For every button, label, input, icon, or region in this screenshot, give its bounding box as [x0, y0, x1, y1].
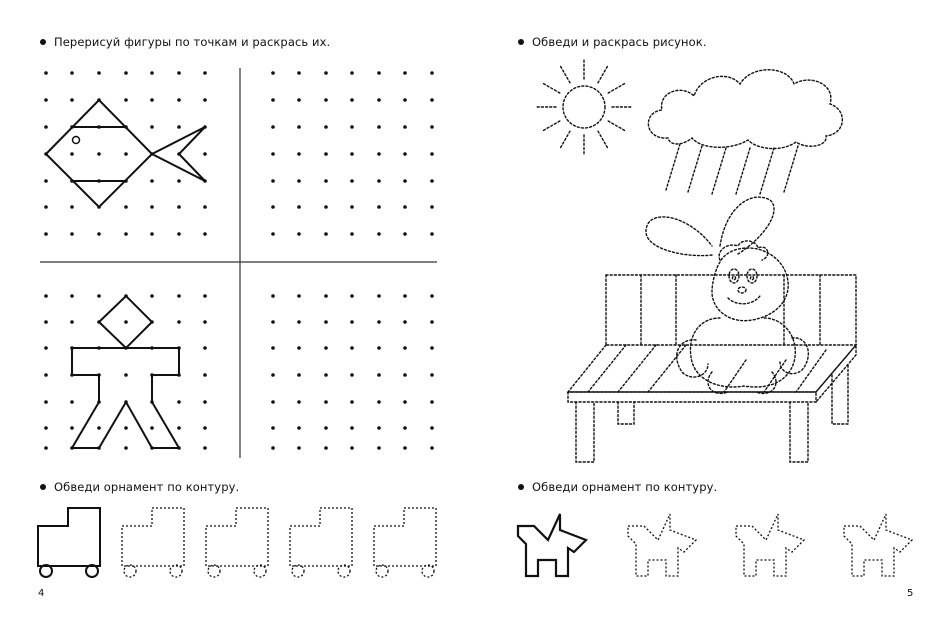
page-number-right: 5	[907, 588, 914, 599]
grid-dot	[177, 232, 181, 236]
sun-ray	[542, 121, 559, 131]
grid-dot	[297, 373, 301, 377]
grid-dot	[271, 125, 275, 129]
grid-dot	[271, 426, 275, 430]
sun-ray	[608, 83, 625, 93]
grid-dot	[70, 71, 74, 75]
grid-dot	[350, 400, 354, 404]
grid-dot	[377, 320, 381, 324]
grid-dot	[350, 205, 354, 209]
grid-dot	[430, 125, 434, 129]
grid-dot	[203, 232, 207, 236]
grid-dot	[403, 179, 407, 183]
grid-dot	[124, 320, 128, 324]
trace-picture	[476, 0, 951, 470]
dog-ornament	[476, 500, 951, 590]
grid-dot	[297, 125, 301, 129]
sun-ray	[560, 65, 570, 82]
grid-dot	[430, 294, 434, 298]
grid-dot	[97, 294, 101, 298]
grid-dot	[70, 294, 74, 298]
bullet-icon	[40, 484, 46, 490]
grid-dot	[203, 98, 207, 102]
grid-dot	[430, 346, 434, 350]
grid-dot	[403, 152, 407, 156]
grid-dot	[377, 346, 381, 350]
sun-ray	[560, 131, 570, 148]
cart-ornament-dotted-3	[290, 508, 352, 577]
grid-dot	[324, 426, 328, 430]
grid-dot	[97, 232, 101, 236]
grid-dot	[377, 179, 381, 183]
grid-dot	[44, 373, 48, 377]
grid-dot	[377, 232, 381, 236]
grid-dot	[177, 179, 181, 183]
grid-dot	[377, 98, 381, 102]
grid-dot	[297, 205, 301, 209]
grid-dot	[403, 446, 407, 450]
grid-dot	[324, 446, 328, 450]
grid-dot	[44, 446, 48, 450]
grid-dot	[430, 98, 434, 102]
grid-dot	[377, 426, 381, 430]
grid-dot	[271, 373, 275, 377]
grid-dot	[97, 152, 101, 156]
grid-dot	[177, 320, 181, 324]
left-bottom-instruction	[40, 480, 239, 494]
grid-dot	[324, 346, 328, 350]
grid-dot	[70, 320, 74, 324]
grid-dot	[350, 346, 354, 350]
grid-dot	[203, 373, 207, 377]
grid-dot	[44, 205, 48, 209]
grid-dot	[403, 232, 407, 236]
grid-dot	[377, 152, 381, 156]
grid-dot	[377, 373, 381, 377]
grid-dot	[403, 98, 407, 102]
right-top-instruction-text: Обведи и раскрась рисунок.	[532, 35, 707, 49]
grid-dot	[430, 446, 434, 450]
grid-dot	[124, 426, 128, 430]
bench-icon	[568, 275, 856, 462]
grid-dot	[430, 71, 434, 75]
grid-dot	[350, 71, 354, 75]
dog-ornament-dotted-3	[844, 514, 912, 576]
grid-dot	[271, 179, 275, 183]
dog-ornament-dotted-2	[736, 514, 804, 576]
grid-dot	[124, 152, 128, 156]
sun-icon	[536, 59, 632, 155]
cart-ornament	[0, 500, 475, 590]
grid-dot	[44, 179, 48, 183]
grid-dot	[403, 426, 407, 430]
grid-dot	[70, 232, 74, 236]
grid-dot	[44, 346, 48, 350]
cart-ornament-dotted-1	[122, 508, 184, 577]
grid-dot	[297, 294, 301, 298]
grid-dot	[297, 98, 301, 102]
grid-dot	[97, 426, 101, 430]
grid-dot	[377, 71, 381, 75]
grid-dot	[350, 179, 354, 183]
grid-dot	[350, 426, 354, 430]
grid-dot	[324, 400, 328, 404]
grid-dot	[403, 294, 407, 298]
sun-ray	[608, 121, 625, 131]
grid-dot	[124, 446, 128, 450]
grid-dot	[403, 320, 407, 324]
grid-dot	[177, 400, 181, 404]
grid-dot	[324, 125, 328, 129]
grid-dot	[177, 294, 181, 298]
grid-dot	[297, 400, 301, 404]
grid-dot	[203, 400, 207, 404]
grid-dot	[324, 152, 328, 156]
cart-ornament-solid	[38, 508, 100, 577]
grid-dot	[377, 400, 381, 404]
grid-dot	[350, 232, 354, 236]
grid-dot	[324, 179, 328, 183]
grid-dot	[177, 98, 181, 102]
grid-dot	[271, 446, 275, 450]
grid-dot	[177, 426, 181, 430]
grid-dot	[203, 426, 207, 430]
grid-dot	[403, 400, 407, 404]
left-page	[0, 0, 475, 620]
grid-dot	[70, 400, 74, 404]
grid-dot	[150, 426, 154, 430]
grid-dot	[430, 400, 434, 404]
bullet-icon	[518, 484, 524, 490]
grid-dot	[324, 232, 328, 236]
grid-dot	[271, 294, 275, 298]
grid-dot	[124, 71, 128, 75]
grid-dot	[150, 125, 154, 129]
cloud-icon	[648, 70, 842, 149]
grid-dot	[44, 125, 48, 129]
grid-dot	[403, 205, 407, 209]
grid-dot	[350, 294, 354, 298]
grid-dot	[44, 294, 48, 298]
dot-grid-exercise	[0, 0, 475, 460]
grid-dot	[44, 98, 48, 102]
grid-dot	[377, 294, 381, 298]
grid-dot	[324, 98, 328, 102]
grid-dot	[350, 373, 354, 377]
grid-dot	[403, 71, 407, 75]
page-number-left: 4	[38, 588, 45, 599]
right-bottom-instruction-text: Обведи орнамент по контуру.	[532, 480, 718, 494]
grid-dot	[44, 400, 48, 404]
grid-dot	[177, 71, 181, 75]
left-bottom-instruction-text: Обведи орнамент по контуру.	[54, 480, 240, 494]
grid-dot	[150, 294, 154, 298]
grid-dot	[203, 446, 207, 450]
sun-ray	[542, 83, 559, 93]
person-figure	[72, 296, 179, 448]
grid-dot	[297, 320, 301, 324]
grid-dot	[271, 98, 275, 102]
grid-dot	[297, 346, 301, 350]
grid-dot	[297, 179, 301, 183]
grid-dot	[271, 152, 275, 156]
grid-dot	[350, 152, 354, 156]
grid-dot	[350, 98, 354, 102]
sun-ray	[598, 65, 608, 82]
grid-dot	[150, 232, 154, 236]
dog-ornament-dotted-1	[628, 514, 696, 576]
grid-dot	[297, 446, 301, 450]
grid-dot	[44, 426, 48, 430]
grid-dot	[150, 205, 154, 209]
grid-dot	[44, 320, 48, 324]
grid-dot	[177, 125, 181, 129]
grid-dot	[203, 71, 207, 75]
grid-dot	[430, 179, 434, 183]
grid-dot	[70, 426, 74, 430]
grid-dot	[44, 71, 48, 75]
grid-dot	[271, 205, 275, 209]
grid-dot	[324, 205, 328, 209]
cart-ornament-dotted-2	[206, 508, 268, 577]
grid-dot	[150, 179, 154, 183]
grid-dot	[70, 98, 74, 102]
grid-dot	[271, 400, 275, 404]
grid-dot	[377, 446, 381, 450]
grid-dot	[324, 294, 328, 298]
grid-dot	[430, 152, 434, 156]
grid-dot	[297, 152, 301, 156]
grid-dot	[297, 71, 301, 75]
grid-dot	[350, 125, 354, 129]
grid-dot	[324, 320, 328, 324]
rain-icon	[666, 144, 798, 194]
grid-dot	[377, 125, 381, 129]
grid-dot	[430, 320, 434, 324]
grid-dot	[203, 294, 207, 298]
grid-dot	[297, 426, 301, 430]
grid-dot	[203, 320, 207, 324]
grid-dot	[124, 232, 128, 236]
grid-dot	[203, 152, 207, 156]
grid-dot	[324, 373, 328, 377]
grid-dot	[150, 98, 154, 102]
left-top-instruction-text: Перерисуй фигуры по точкам и раскрась их.	[54, 35, 331, 49]
grid-dot	[350, 320, 354, 324]
grid-dot	[44, 232, 48, 236]
sun-ray	[598, 131, 608, 148]
grid-dot	[403, 125, 407, 129]
grid-dot	[271, 346, 275, 350]
grid-dot	[203, 346, 207, 350]
grid-dot	[377, 205, 381, 209]
grid-dot	[150, 71, 154, 75]
grid-dot	[97, 71, 101, 75]
grid-dot	[350, 446, 354, 450]
dog-ornament-solid	[518, 514, 586, 576]
grid-dot	[403, 373, 407, 377]
grid-dot	[271, 71, 275, 75]
grid-dot	[70, 152, 74, 156]
grid-dot	[430, 232, 434, 236]
right-page	[476, 0, 951, 620]
grid-dot	[271, 232, 275, 236]
grid-dot	[124, 205, 128, 209]
grid-dot	[403, 346, 407, 350]
grid-dot	[271, 320, 275, 324]
grid-dot	[177, 205, 181, 209]
grid-dot	[70, 205, 74, 209]
cart-ornament-dotted-4	[374, 508, 436, 577]
grid-dot	[430, 373, 434, 377]
grid-dot	[124, 98, 128, 102]
grid-dot	[124, 373, 128, 377]
grid-dot	[324, 71, 328, 75]
grid-dot	[430, 426, 434, 430]
grid-dot	[297, 232, 301, 236]
grid-dot	[430, 205, 434, 209]
right-bottom-instruction	[518, 480, 717, 494]
grid-dot	[203, 205, 207, 209]
